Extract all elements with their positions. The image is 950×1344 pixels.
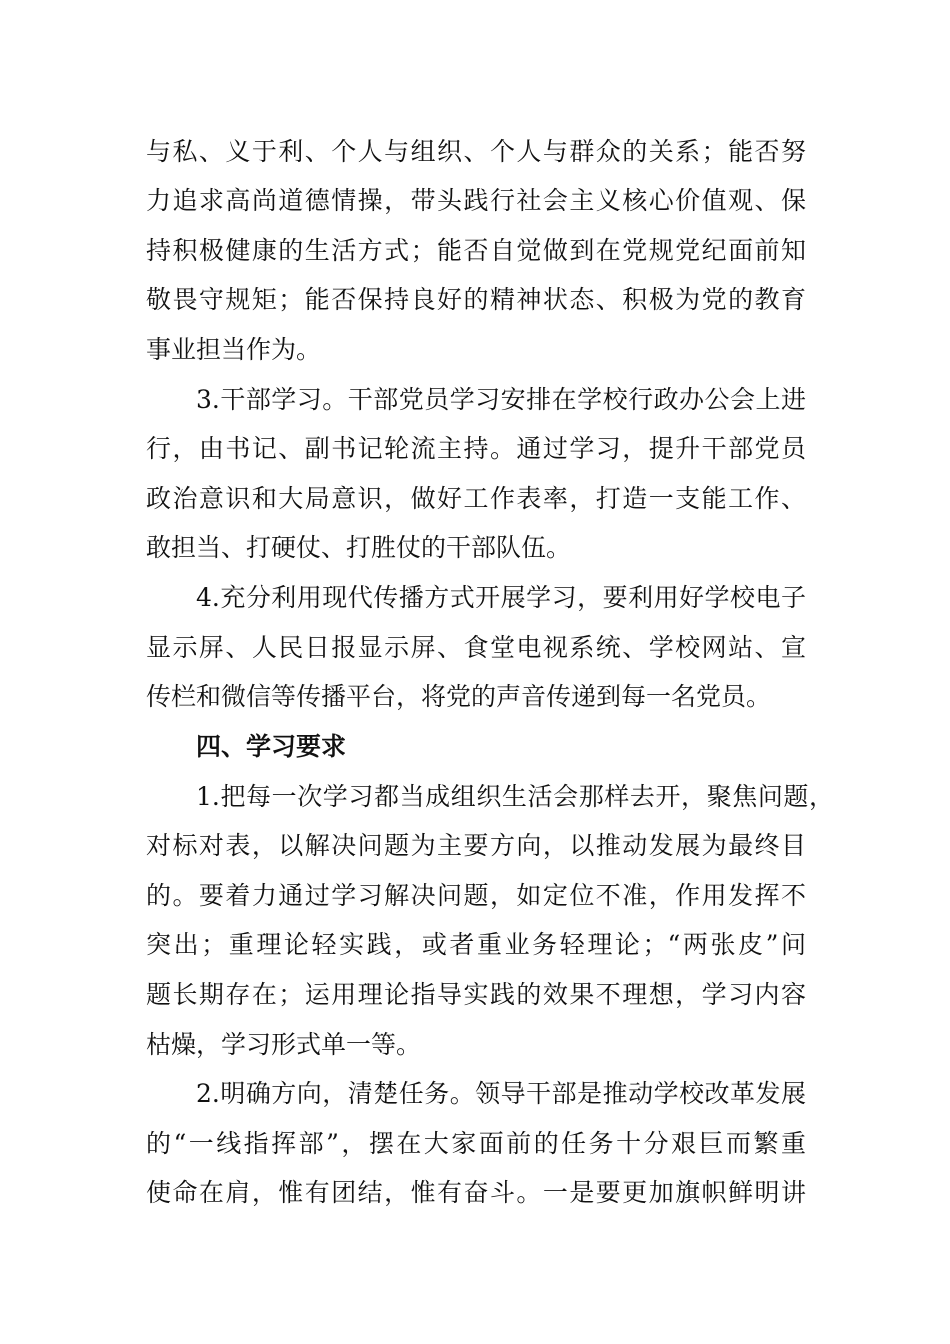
paragraph-first-line: 2.明确方向，清楚任务。领导干部是推动学校改革发展 bbox=[196, 1079, 806, 1108]
body-text-line: 传栏和微信等传播平台，将党的声音传递到每一名党员。 bbox=[146, 682, 772, 711]
body-text-line: 对标对表，以解决问题为主要方向，以推动发展为最终目 bbox=[146, 831, 806, 860]
body-text-line: 与私、义于利、个人与组织、个人与群众的关系；能否努 bbox=[146, 137, 806, 166]
body-text-line: 力追求高尚道德情操，带头践行社会主义核心价值观、保 bbox=[146, 186, 806, 215]
body-text-line: 行，由书记、副书记轮流主持。通过学习，提升干部党员 bbox=[146, 434, 806, 463]
body-text-line: 敬畏守规矩；能否保持良好的精神状态、积极为党的教育 bbox=[146, 285, 806, 314]
body-text-line: 的“一线指挥部”，摆在大家面前的任务十分艰巨而繁重 bbox=[146, 1129, 806, 1158]
body-text-line: 持积极健康的生活方式；能否自觉做到在党规党纪面前知 bbox=[146, 236, 806, 265]
body-text-line: 的。要着力通过学习解决问题，如定位不准，作用发挥不 bbox=[146, 881, 806, 910]
paragraph-first-line: 3.干部学习。干部党员学习安排在学校行政办公会上进 bbox=[196, 385, 806, 414]
paragraph-first-line: 4.充分利用现代传播方式开展学习，要利用好学校电子 bbox=[196, 583, 806, 612]
body-text-line: 题长期存在；运用理论指导实践的效果不理想，学习内容 bbox=[146, 980, 806, 1009]
paragraph-first-line: 1.把每一次学习都当成组织生活会那样去开，聚焦问题， bbox=[196, 782, 834, 811]
section-heading: 四、学习要求 bbox=[196, 732, 347, 761]
body-text-line: 事业担当作为。 bbox=[146, 335, 322, 364]
body-text-line: 枯燥，学习形式单一等。 bbox=[146, 1030, 422, 1059]
body-text-line: 突出；重理论轻实践，或者重业务轻理论；“两张皮”问 bbox=[146, 930, 806, 959]
body-text-line: 敢担当、打硬仗、打胜仗的干部队伍。 bbox=[146, 533, 572, 562]
body-text-line: 使命在肩，惟有团结，惟有奋斗。一是要更加旗帜鲜明讲 bbox=[146, 1178, 806, 1207]
body-text-line: 显示屏、人民日报显示屏、食堂电视系统、学校网站、宣 bbox=[146, 633, 806, 662]
body-text-line: 政治意识和大局意识，做好工作表率，打造一支能工作、 bbox=[146, 484, 806, 513]
